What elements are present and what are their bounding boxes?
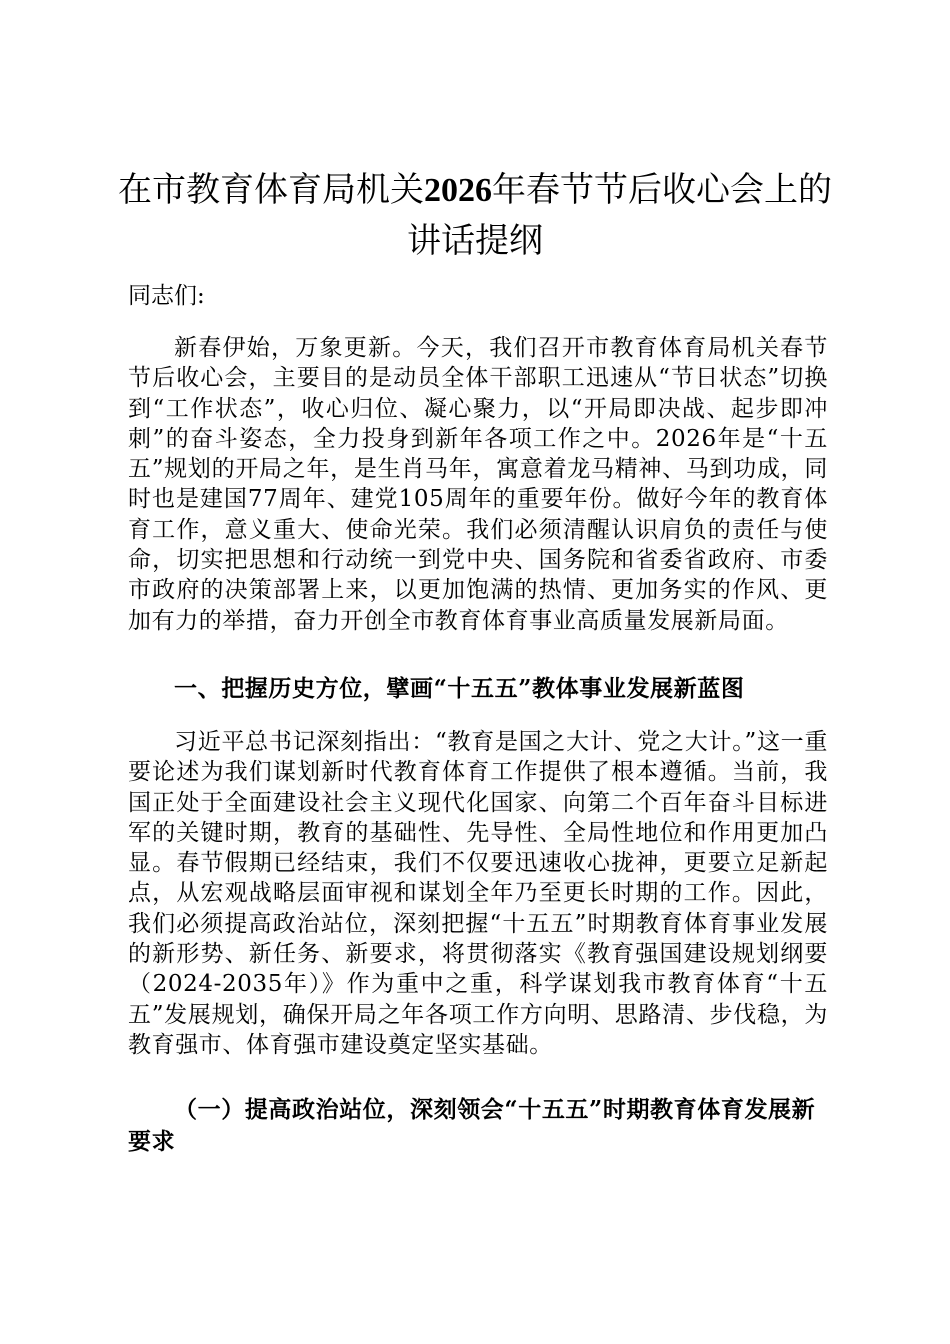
salutation: 同志们: (128, 283, 205, 309)
paragraph-section-1: 习近平总书记深刻指出：“教育是国之大计、党之大计。”这一重要论述为我们谋划新时代教育体育工作提供了根本遵循。当前，我国正处于全面建设社会主义现代化国家、向第二个百年奋斗目标进军的关键时期，教育的基础性、先导性、全局性地位和作用更加凸显。春节假期已经结束，我们不仅要迅速收心拢神，更要立足新起点，从宏观战略层面审视和谋划全年乃至更长时期的工作。因此，我们必须提高政治站位，深刻把握“十五五”时期教育体育事业发展的新形势、新任务、新要求，将贯彻落实《教育强国建设规划纲要（2024-2035年）》作为重中之重，科学谋划我市教育体育“十五五”发展规划，确保开局之年各项工作方向明、思路清、步伐稳，为教育强市、体育强市建设奠定坚实基础。 (128, 729, 828, 1058)
section-heading-1: 一、把握历史方位，擘画“十五五”教体事业发展新蓝图 (174, 675, 745, 702)
title-part1: 在市教育体育局机关 (118, 170, 424, 210)
title-year: 2026 (424, 172, 492, 209)
document-title (110, 165, 840, 266)
paragraph-intro: 新春伊始，万象更新。今天，我们召开市教育体育局机关春节节后收心会，主要目的是动员全体干部职工迅速从“节日状态”切换到“工作状态”，收心归位、凝心聚力，以“开局即决战、起步即冲刺”的奋斗姿态，全力投身到新年各项工作之中。2026年是“十五五”规划的开局之年，是生肖马年，寓意着龙马精神、马到功成，同时也是建国77周年、建党105周年的重要年份。做好今年的教育体育工作，意义重大、使命光荣。我们必须清醒认识肩负的责任与使命，切实把思想和行动统一到党中央、国务院和省委省政府、市委市政府的决策部署上来，以更加饱满的热情、更加务实的作风、更加有力的举措，奋力开创全市教育体育事业高质量发展新局面。 (128, 335, 828, 634)
subsection-heading-1: （一）提高政治站位，深刻领会“十五五”时期教育体育发展新要求 (128, 1096, 816, 1155)
title-part2: 年春节节后收心会上的讲话提纲 (407, 170, 832, 261)
